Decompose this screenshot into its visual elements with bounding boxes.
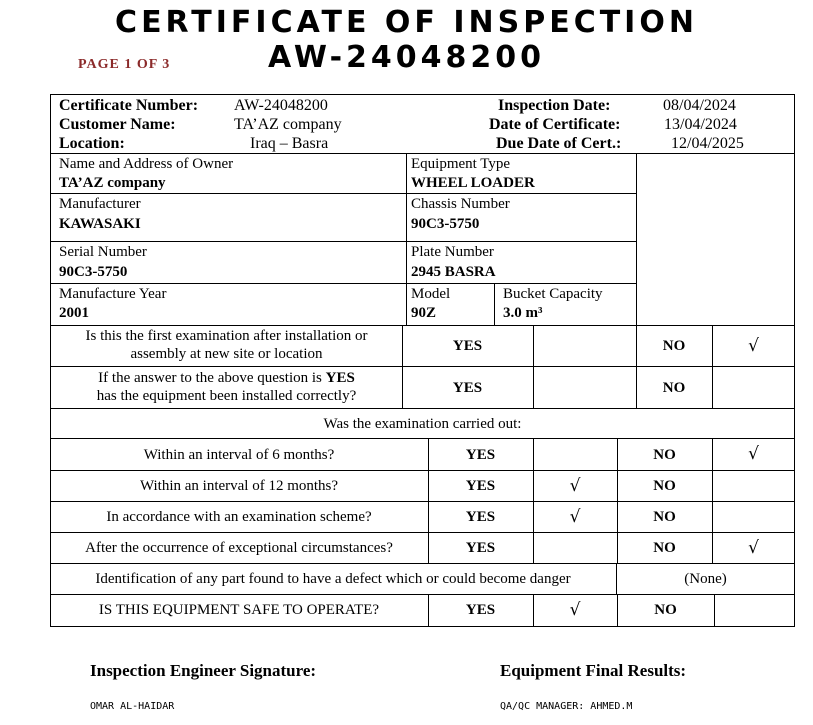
q5-yes-check-icon: √: [569, 507, 581, 527]
q2-yes-label: YES: [452, 380, 483, 396]
cert-date-value: 13/04/2024: [664, 116, 737, 133]
owner-label: Name and Address of Owner: [59, 156, 234, 172]
year-value: 2001: [59, 305, 89, 321]
engineer-name: OMAR AL-HAIDAR: [90, 701, 175, 712]
qa-qc-manager: QA/QC MANAGER: AHMED.M: [500, 701, 633, 712]
year-label: Manufacture Year: [59, 286, 167, 302]
q4-no-label: NO: [653, 478, 676, 494]
q3-no-label: NO: [653, 447, 676, 463]
model-value: 90Z: [411, 305, 437, 321]
page-label: PAGE 1 OF 3: [78, 57, 171, 72]
safe-no-label: NO: [654, 602, 677, 618]
inspection-date-label: Inspection Date:: [498, 97, 611, 114]
customer-value: TA’AZ company: [234, 116, 342, 133]
q1-no-label: NO: [662, 338, 686, 354]
chassis-value: 90C3-5750: [411, 216, 480, 232]
q4-yes-label: YES: [465, 478, 496, 494]
safe-yes-check-icon: √: [569, 600, 581, 620]
equipment-type-label: Equipment Type: [411, 156, 511, 172]
certificate-number-title: AW-24048200: [267, 40, 546, 75]
owner-value: TA’AZ company: [59, 175, 166, 191]
manufacturer-value: KAWASAKI: [59, 216, 141, 232]
chassis-label: Chassis Number: [411, 196, 510, 212]
q1-yes-label: YES: [452, 338, 483, 354]
manufacturer-label: Manufacturer: [59, 196, 141, 212]
exam-heading: Was the examination carried out:: [323, 416, 522, 432]
question-exceptional: After the occurrence of exceptional circumstances?: [85, 540, 393, 556]
cert-number-label: Certificate Number:: [59, 97, 199, 114]
question-safe-to-operate: IS THIS EQUIPMENT SAFE TO OPERATE?: [98, 602, 380, 618]
due-date-label: Due Date of Cert.:: [496, 135, 622, 152]
inspection-date-value: 08/04/2024: [663, 97, 736, 114]
customer-label: Customer Name:: [59, 116, 176, 133]
q2-no-label: NO: [662, 380, 686, 396]
q6-no-check-icon: √: [748, 538, 759, 558]
q5-yes-label: YES: [465, 509, 496, 525]
question-exam-scheme: In accordance with an examination scheme?: [106, 509, 372, 525]
q3-yes-label: YES: [465, 447, 496, 463]
plate-value: 2945 BASRA: [411, 264, 496, 280]
question-installed-correctly: If the answer to the above question is YES has the equipment been installed correctly?: [96, 370, 357, 404]
cert-date-label: Date of Certificate:: [489, 116, 621, 133]
q3-no-check-icon: √: [748, 444, 759, 464]
location-value: Iraq – Basra: [250, 135, 329, 152]
question-6-months: Within an interval of 6 months?: [143, 447, 335, 463]
q6-no-label: NO: [653, 540, 676, 556]
final-results-label: Equipment Final Results:: [500, 661, 687, 680]
model-label: Model: [411, 286, 451, 302]
location-label: Location:: [59, 135, 125, 152]
cert-number-value: AW-24048200: [234, 97, 328, 114]
plate-label: Plate Number: [411, 244, 494, 260]
certificate-title: CERTIFICATE OF INSPECTION: [115, 5, 698, 40]
q5-no-label: NO: [653, 509, 676, 525]
engineer-signature-label: Inspection Engineer Signature:: [90, 661, 317, 680]
q4-yes-check-icon: √: [569, 476, 581, 496]
safe-yes-label: YES: [465, 602, 496, 618]
question-first-exam: Is this the first examination after installation or assembly at new site or location: [85, 328, 368, 362]
question-defect: Identification of any part found to have a defect which or could become danger: [95, 571, 571, 587]
equipment-type-value: WHEEL LOADER: [411, 175, 535, 191]
bucket-label: Bucket Capacity: [503, 286, 603, 302]
due-date-value: 12/04/2025: [671, 135, 744, 152]
serial-label: Serial Number: [59, 244, 147, 260]
bucket-value: 3.0 m³: [503, 305, 543, 321]
question-12-months: Within an interval of 12 months?: [139, 478, 339, 494]
q1-no-check-icon: √: [748, 336, 759, 356]
serial-value: 90C3-5750: [59, 264, 128, 280]
q6-yes-label: YES: [465, 540, 496, 556]
defect-answer: (None): [684, 571, 727, 587]
